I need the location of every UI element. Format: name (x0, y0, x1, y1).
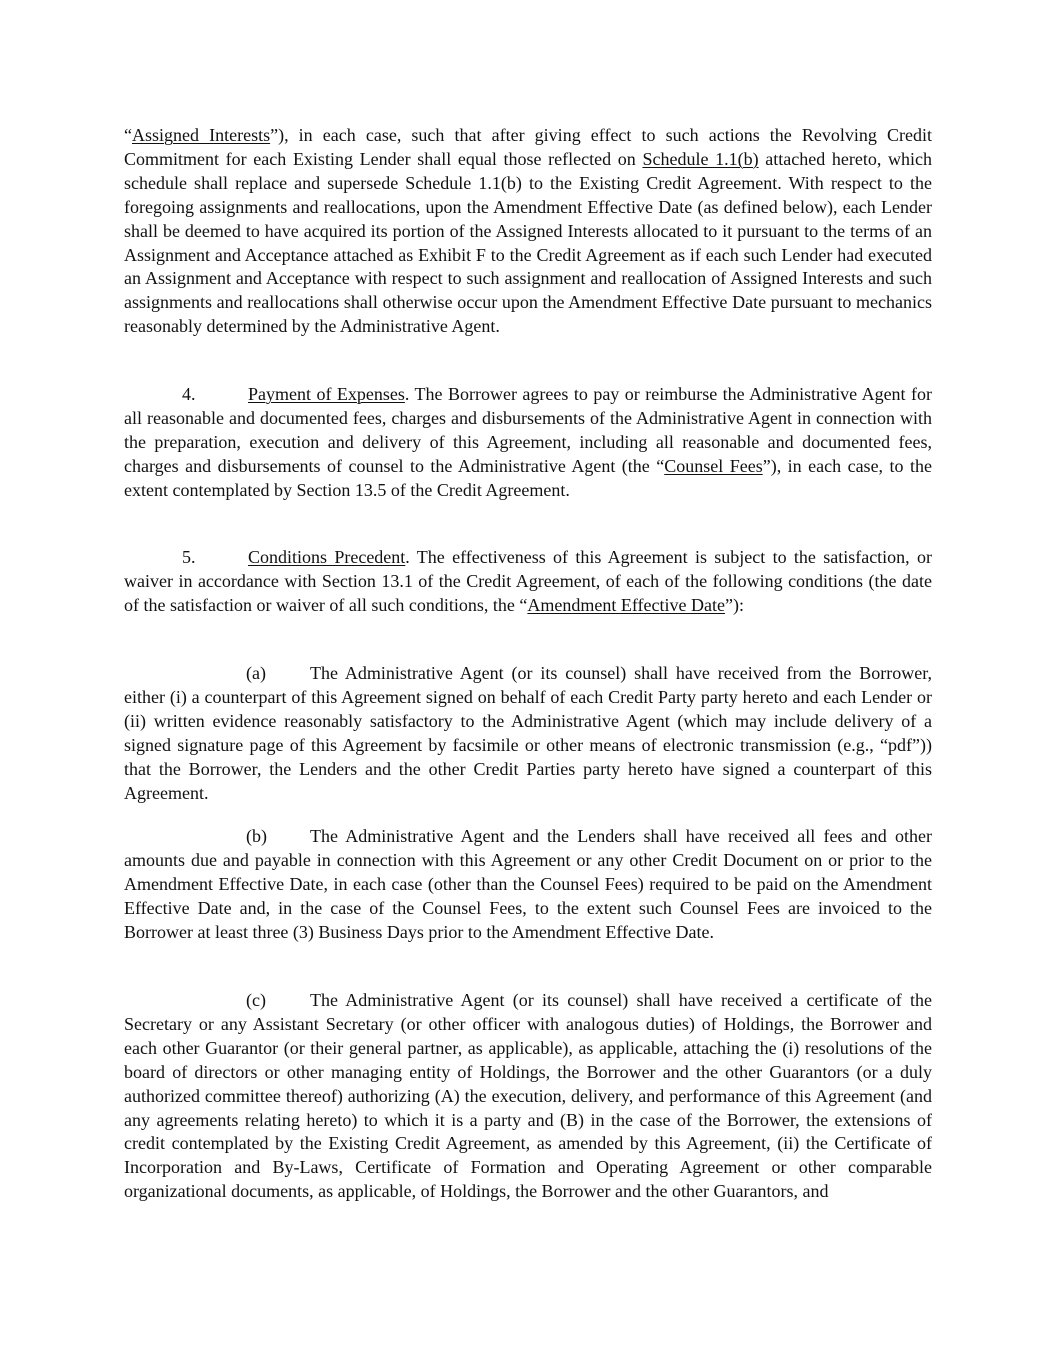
section-4-text-a: . The Borrower agrees to pay or reimburse the Administrative Agent for all reasonable and documented fees, charges and disbursements of the Administrative Agent in connection with the preparation, execution and delivery of this Agreement, including all reasonable and documented fees, charges and disbursements of counsel to the Administrative Agent (the “ (124, 384, 933, 476)
clause-text: The Administrative Agent and the Lenders shall have received all fees and other amounts due and payable in connection with this Agreement or any other Credit Document on or prior to the Amendment Effective Date, in each case (other than the Counsel Fees) required to be paid on the Amendment Effective Date and, in the case of the Counsel Fees, to the extent such Counsel Fees are invoiced to the Borrower at least three (3) Business Days prior to the Amendment Effective Date. (124, 826, 932, 942)
clause-b (124, 825, 932, 945)
clause-label: (c) (246, 990, 266, 1010)
clause-text: The Administrative Agent (or its counsel) shall have received from the Borrower, either (i) a counterpart of this Agreement signed on behalf of each Credit Party party hereto and each Lender or (ii) written evidence reasonably satisfactory to the Administrative Agent (which may include delivery of a signed signature page of this Agreement by facsimile or other means of electronic transmission (e.g., “pdf”)) that the Borrower, the Lenders and the other Credit Parties party hereto have signed a counterpart of this Agreement. (124, 663, 932, 803)
section-number: 4. (182, 384, 196, 404)
section-5-text-b: ”): (724, 594, 744, 615)
schedule-reference: Schedule 1.1(b) (642, 148, 759, 169)
clause-a (124, 662, 932, 805)
paragraph-assigned-interests-continuation (124, 124, 932, 339)
continuation-text-b: attached hereto, which schedule shall replace and supersede Schedule 1.1(b) to the Existing Credit Agreement. With respect to the foregoing assignments and reallocations, upon the Amendment Effective Date (as defined below), each Lender shall be deemed to have acquired its portion of the Assigned Interests allocated to it pursuant to the terms of an Assignment and Acceptance attached as Exhibit F to the Credit Agreement as if each such Lender had executed an Assignment and Acceptance with respect to such assignment and reallocation of Assigned Interests and such assignments and reallocations shall otherwise occur upon the Amendment Effective Date pursuant to mechanics reasonably determined by the Administrative Agent. (124, 148, 932, 337)
defined-term-amendment-effective-date: Amendment Effective Date (527, 594, 725, 615)
section-heading: Payment of Expenses (248, 384, 405, 404)
section-5-conditions-precedent (124, 546, 932, 618)
section-heading: Conditions Precedent (248, 547, 406, 567)
clause-label: (b) (246, 826, 267, 846)
clause-c (124, 989, 932, 1204)
section-5-text-a: . The effectiveness of this Agreement is subject to the satisfaction, or waiver in accordance with Section 13.1 of the Credit Agreement, of each of the following conditions (the date of the satisfaction or waiver of all such conditions, the “ (124, 547, 932, 615)
section-4-text-b: ”), in each case, to the extent contemplated by Section 13.5 of the Credit Agreement. (124, 455, 932, 500)
section-4-payment-of-expenses (124, 383, 932, 503)
open-quote: “ (124, 125, 132, 145)
section-number: 5. (182, 547, 196, 567)
clause-label: (a) (246, 663, 266, 683)
defined-term-assigned-interests: Assigned Interests (132, 125, 271, 145)
clause-text: The Administrative Agent (or its counsel) shall have received a certificate of the Secretary or any Assistant Secretary (or other officer with analogous duties) of Holdings, the Borrower and each other Guarantor (or their general partner, as applicable), as applicable, attaching the (i) resolutions of the board of directors or other managing entity of Holdings, the Borrower and the other Guarantors (or a duly authorized committee thereof) authorizing (A) the execution, delivery, and performance of this Agreement (and any agreements relating hereto) to which it is a party and (B) in the case of the Borrower, the extensions of credit contemplated by the Existing Credit Agreement, as amended by this Agreement, (ii) the Certificate of Incorporation and By-Laws, Certificate of Formation and Operating Agreement or other comparable organizational documents, as applicable, of Holdings, the Borrower and the other Guarantors, and (124, 990, 932, 1202)
defined-term-counsel-fees: Counsel Fees (664, 455, 763, 476)
continuation-text-a: ”), in each case, such that after giving effect to such actions the Revolving Credit Commitment for each Existing Lender shall equal those reflected on (124, 125, 932, 169)
